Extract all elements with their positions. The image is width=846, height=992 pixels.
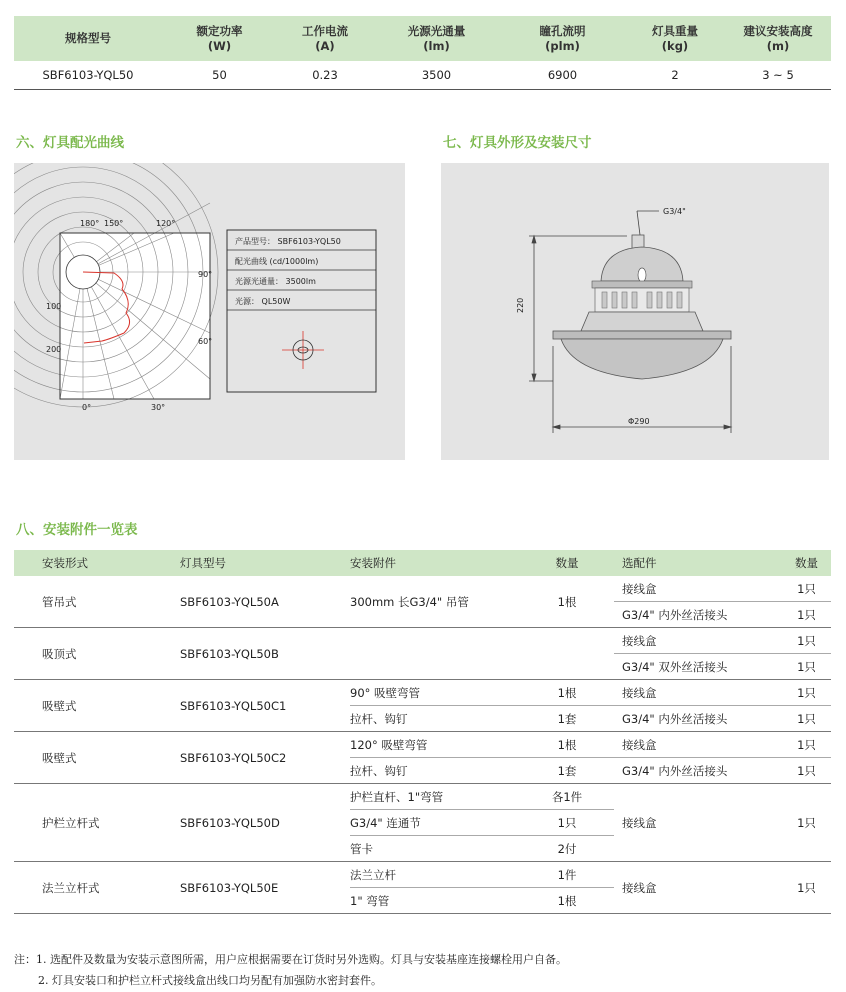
product-model-text: 产品型号： SBF6103-YQL50 <box>235 237 341 246</box>
section-title-light-distribution: 六、灯具配光曲线 <box>16 135 124 151</box>
acc-optional-cell: 接线盒 <box>614 784 782 862</box>
acc-attachment-cell: 90° 吸壁弯管 <box>350 680 520 706</box>
acc-qty-cell: 1只 <box>520 810 614 836</box>
acc-optional-cell: G3/4" 双外丝活接头 <box>614 654 782 680</box>
spec-table <box>14 16 831 90</box>
acc-optional-cell: 接线盒 <box>614 732 782 758</box>
acc-row <box>14 628 831 654</box>
acc-header-form: 安装形式 <box>14 550 180 576</box>
height-label: 220 <box>516 297 525 313</box>
acc-optional-cell: 接线盒 <box>614 680 782 706</box>
acc-opt-qty-cell: 1只 <box>782 628 831 654</box>
acc-row <box>14 576 831 602</box>
acc-model-cell: SBF6103-YQL50B <box>180 628 350 680</box>
acc-opt-qty-cell: 1只 <box>782 862 831 914</box>
acc-attachment-cell: 护栏直杆、1"弯管 <box>350 784 520 810</box>
polar-label-30: 30° <box>151 403 166 412</box>
spec-header-model: 规格型号 <box>14 16 162 61</box>
acc-optional-cell: G3/4" 内外丝活接头 <box>614 758 782 784</box>
acc-model-cell: SBF6103-YQL50E <box>180 862 350 914</box>
acc-attachment-cell: 拉杆、钩钉 <box>350 706 520 732</box>
product-flux-text: 光源光通量： 3500lm <box>235 277 316 286</box>
dimension-panel <box>441 163 829 460</box>
acc-optional-cell: 接线盒 <box>614 862 782 914</box>
spec-header-pupil-lumen: 瞳孔流明 (plm) <box>500 16 625 61</box>
acc-row <box>14 784 831 810</box>
acc-model-cell: SBF6103-YQL50C2 <box>180 732 350 784</box>
spec-cell-height: 3 ~ 5 <box>725 61 831 90</box>
acc-optional-cell: 接线盒 <box>614 628 782 654</box>
spec-header-height: 建议安装高度 (m) <box>725 16 831 61</box>
acc-opt-qty-cell: 1只 <box>782 602 831 628</box>
acc-opt-qty-cell: 1只 <box>782 654 831 680</box>
polar-label-100: 100 <box>46 302 62 311</box>
diameter-label: Φ290 <box>628 417 650 426</box>
acc-form-cell: 管吊式 <box>14 576 180 628</box>
spec-cell-flux: 3500 <box>373 61 500 90</box>
acc-attachment-cell: 拉杆、钩钉 <box>350 758 520 784</box>
acc-attachment-cell: 管卡 <box>350 836 520 862</box>
acc-optional-cell: G3/4" 内外丝活接头 <box>614 706 782 732</box>
lamp-body-icon <box>553 235 731 379</box>
spec-cell-weight: 2 <box>625 61 725 90</box>
acc-attachment-cell: 法兰立杆 <box>350 862 520 888</box>
acc-header-attachment: 安装附件 <box>350 550 520 576</box>
spec-cell-pupil-lumen: 6900 <box>500 61 625 90</box>
polar-diagram <box>14 163 405 460</box>
acc-opt-qty-cell: 1只 <box>782 680 831 706</box>
acc-opt-qty-cell: 1只 <box>782 706 831 732</box>
section-title-dimensions: 七、灯具外形及安装尺寸 <box>443 135 592 151</box>
acc-row <box>14 680 831 706</box>
acc-model-cell: SBF6103-YQL50A <box>180 576 350 628</box>
polar-label-180: 180° <box>80 219 100 228</box>
accessories-header-row <box>14 550 831 576</box>
spec-header-current: 工作电流 (A) <box>277 16 373 61</box>
acc-opt-qty-cell: 1只 <box>782 576 831 602</box>
acc-form-cell: 吸壁式 <box>14 680 180 732</box>
product-source-text: 光源： QL50W <box>235 297 291 306</box>
acc-attachment-cell: 300mm 长G3/4" 吊管 <box>350 576 520 628</box>
acc-row <box>14 862 831 888</box>
note-line-2: 2. 灯具安装口和护栏立杆式接线盒出线口均另配有加强防水密封套件。 <box>38 974 382 987</box>
acc-model-cell: SBF6103-YQL50D <box>180 784 350 862</box>
spec-header-flux: 光源光通量 (lm) <box>373 16 500 61</box>
lamp-dimension-drawing <box>441 163 829 460</box>
polar-label-150: 150° <box>104 219 124 228</box>
acc-qty-cell: 1根 <box>520 732 614 758</box>
spec-header-row <box>14 16 831 61</box>
acc-header-model: 灯具型号 <box>180 550 350 576</box>
acc-qty-cell: 各1件 <box>520 784 614 810</box>
acc-row <box>14 732 831 758</box>
product-info-box <box>227 230 376 392</box>
polar-label-0: 0° <box>82 403 92 412</box>
polar-label-60: 60° <box>198 337 213 346</box>
acc-form-cell: 护栏立杆式 <box>14 784 180 862</box>
spec-header-power: 额定功率 (W) <box>162 16 277 61</box>
product-curve-text: 配光曲线 (cd/1000lm) <box>235 257 319 266</box>
acc-opt-qty-cell: 1只 <box>782 784 831 862</box>
acc-header-qty: 数量 <box>520 550 614 576</box>
accessories-table <box>14 550 831 914</box>
acc-opt-qty-cell: 1只 <box>782 732 831 758</box>
acc-attachment-cell: G3/4" 连通节 <box>350 810 520 836</box>
acc-qty-cell <box>520 628 614 680</box>
acc-form-cell: 吸壁式 <box>14 732 180 784</box>
note-line-1: 注：1. 选配件及数量为安装示意图所需，用户应根据需要在订货时另外选购。灯具与安装基座连接螺栓用户自备。 <box>14 953 567 966</box>
acc-optional-cell: G3/4" 内外丝活接头 <box>614 602 782 628</box>
polar-label-90: 90° <box>198 270 213 279</box>
acc-model-cell: SBF6103-YQL50C1 <box>180 680 350 732</box>
light-distribution-panel <box>14 163 405 460</box>
acc-qty-cell: 1根 <box>520 888 614 914</box>
acc-qty-cell: 2付 <box>520 836 614 862</box>
acc-qty-cell: 1根 <box>520 576 614 628</box>
spec-row <box>14 61 831 90</box>
thread-label: G3/4" <box>663 207 686 216</box>
acc-qty-cell: 1套 <box>520 758 614 784</box>
polar-label-120: 120° <box>156 219 176 228</box>
acc-header-opt-qty: 数量 <box>782 550 831 576</box>
acc-opt-qty-cell: 1只 <box>782 758 831 784</box>
acc-attachment-cell <box>350 628 520 680</box>
section-title-accessories: 八、安装附件一览表 <box>16 522 138 538</box>
acc-qty-cell: 1件 <box>520 862 614 888</box>
spec-cell-power: 50 <box>162 61 277 90</box>
acc-optional-cell: 接线盒 <box>614 576 782 602</box>
spec-cell-model: SBF6103-YQL50 <box>14 61 162 90</box>
acc-qty-cell: 1套 <box>520 706 614 732</box>
spec-header-weight: 灯具重量 (kg) <box>625 16 725 61</box>
acc-header-optional: 选配件 <box>614 550 782 576</box>
polar-label-200: 200 <box>46 345 62 354</box>
acc-form-cell: 吸顶式 <box>14 628 180 680</box>
acc-form-cell: 法兰立杆式 <box>14 862 180 914</box>
acc-attachment-cell: 120° 吸壁弯管 <box>350 732 520 758</box>
acc-qty-cell: 1根 <box>520 680 614 706</box>
acc-attachment-cell: 1" 弯管 <box>350 888 520 914</box>
spec-cell-current: 0.23 <box>277 61 373 90</box>
